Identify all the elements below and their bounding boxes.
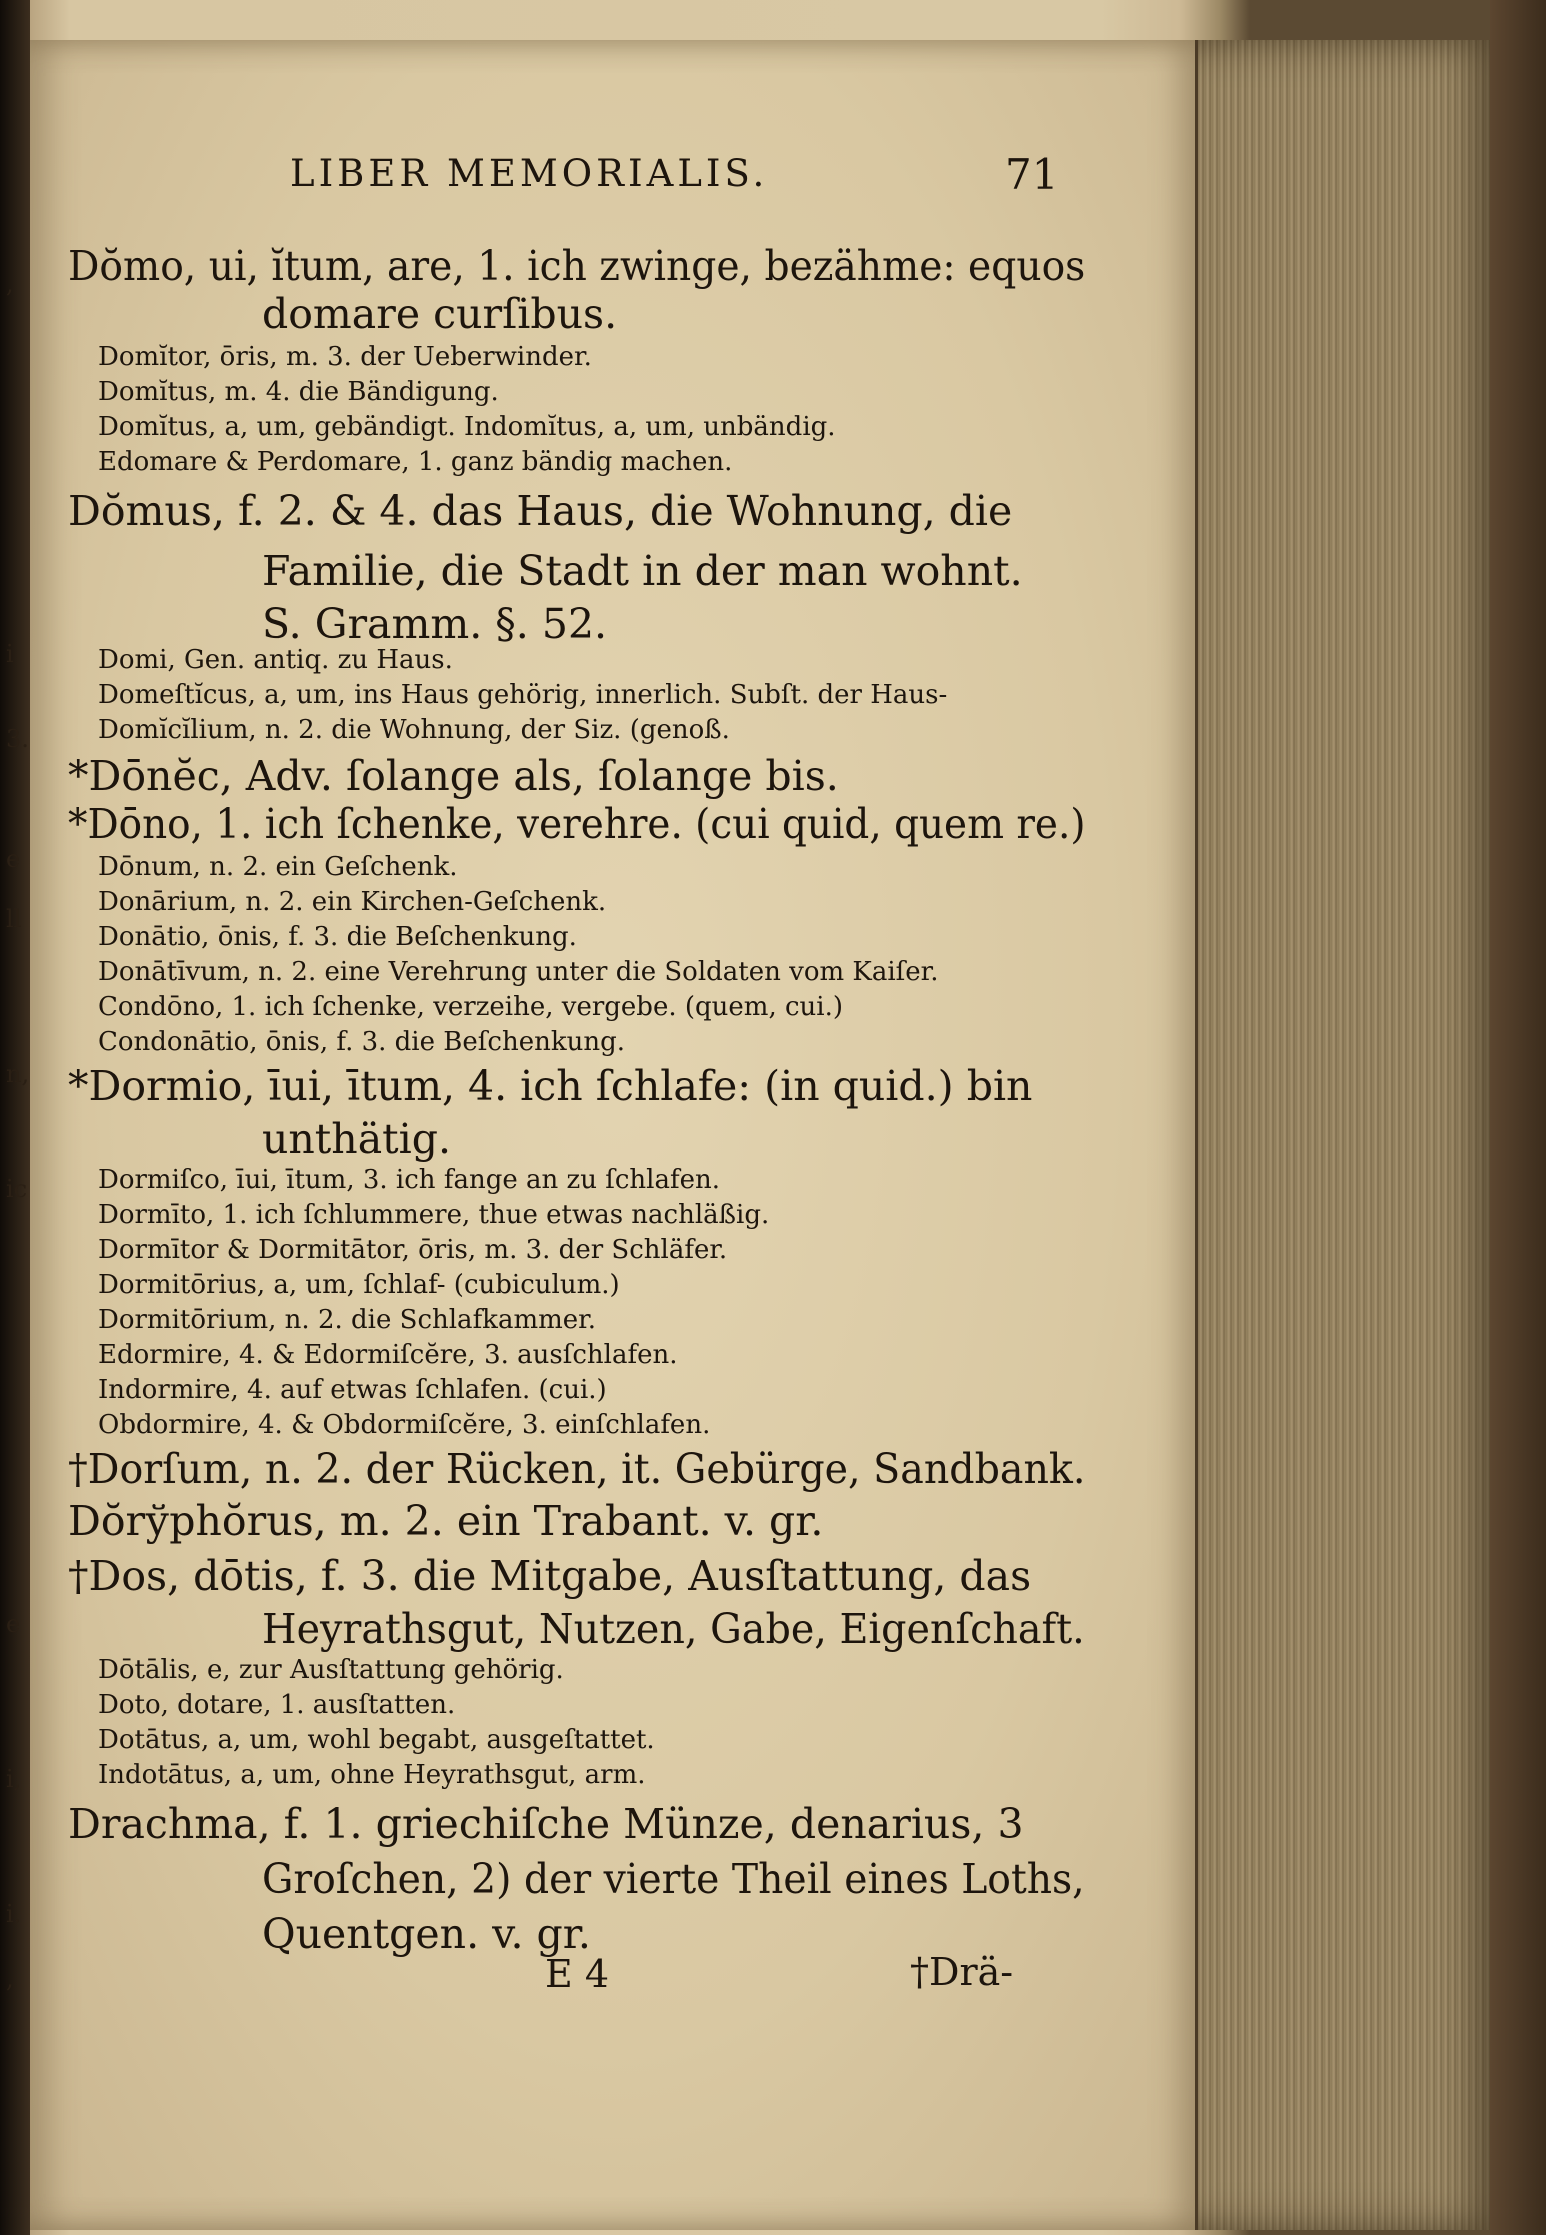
entry-line: Donātīvum, n. 2. eine Verehrung unter die Soldaten vom Kaiſer. [98, 957, 939, 987]
entry-line: Dŏmo, ui, ĭtum, are, 1. ich zwinge, bezähme: equos [68, 242, 1086, 290]
running-header: LIBER MEMORIALIS. [290, 152, 769, 195]
margin-mark: ic [6, 1175, 28, 1203]
entry-line: Indotātus, a, um, ohne Heyrathsgut, arm. [98, 1760, 646, 1790]
entry-line: Domĭcĭlium, n. 2. die Wohnung, der Siz. (genoß. [98, 715, 730, 745]
entry-line: domare curſibus. [262, 290, 618, 338]
entry-line: Doto, dotare, 1. ausſtatten. [98, 1690, 456, 1720]
entry-line: Condonātio, ōnis, f. 3. die Beſchenkung. [98, 1027, 625, 1057]
entry-line: Domeſtĭcus, a, um, ins Haus gehörig, innerlich. Subſt. der Haus- [98, 680, 948, 710]
entry-line: Heyrathsgut, Nutzen, Gabe, Eigenſchaft. [262, 1605, 1085, 1653]
entry-line: Drachma, f. 1. griechiſche Münze, denarius, 3 [68, 1800, 1024, 1848]
margin-mark: i. [6, 1900, 22, 1928]
entry-line: Domĭtus, a, um, gebändigt. Indomĭtus, a, um, unbändig. [98, 412, 836, 442]
entry-line: Groſchen, 2) der vierte Theil eines Loths, [262, 1855, 1085, 1903]
entry-line: Dŏrўphŏrus, m. 2. ein Trabant. v. gr. [68, 1497, 824, 1545]
entry-line: Dŏmus, f. 2. & 4. das Haus, die Wohnung, die [68, 487, 1013, 535]
margin-mark: n, [6, 1060, 30, 1088]
entry-line: S. Gramm. §. 52. [262, 600, 608, 648]
entry-line: Dōnum, n. 2. ein Geſchenk. [98, 852, 458, 882]
margin-mark: , [6, 1965, 14, 1993]
entry-line: Edormire, 4. & Edormiſcĕre, 3. ausſchlafen. [98, 1340, 678, 1370]
entry-line: Indormire, 4. auf etwas ſchlafen. (cui.) [98, 1375, 607, 1405]
entry-line: Obdormire, 4. & Obdormiſcĕre, 3. einſchlafen. [98, 1410, 711, 1440]
entry-line: †Dos, dōtis, f. 3. die Mitgabe, Ausſtattung, das [68, 1552, 1032, 1600]
margin-mark: e [6, 845, 21, 873]
margin-mark: e [6, 1610, 21, 1638]
entry-line: Dormitōrium, n. 2. die Schlafkammer. [98, 1305, 596, 1335]
entry-line: Dotātus, a, um, wohl begabt, ausgeſtattet. [98, 1725, 655, 1755]
entry-line: Edomare & Perdomare, 1. ganz bändig machen. [98, 447, 733, 477]
margin-mark: ll [6, 905, 22, 933]
entry-line: †Dorſum, n. 2. der Rücken, it. Gebürge, Sandbank. [68, 1445, 1086, 1493]
entry-line: Dormītor & Dormitātor, ōris, m. 3. der Schläfer. [98, 1235, 728, 1265]
entry-line: Dormitōrius, a, um, ſchlaf- (cubiculum.) [98, 1270, 620, 1300]
margin-mark: i, [6, 1765, 22, 1793]
entry-line: Donātio, ōnis, f. 3. die Beſchenkung. [98, 922, 577, 952]
entry-line: Domi, Gen. antiq. zu Haus. [98, 645, 453, 675]
page-number: 71 [1005, 150, 1059, 199]
entry-line: unthätig. [262, 1115, 452, 1163]
margin-mark: , [6, 270, 14, 298]
entry-line: Familie, die Stadt in der man wohnt. [262, 547, 1023, 595]
entry-line: *Dōno, 1. ich ſchenke, verehre. (cui quid, quem re.) [68, 800, 1086, 848]
signature-mark: E 4 [545, 1952, 609, 1996]
catchword: †Drä- [910, 1950, 1014, 1994]
entry-line: Condōno, 1. ich ſchenke, verzeihe, vergebe. (quem, cui.) [98, 992, 843, 1022]
margin-mark: i [6, 640, 14, 668]
entry-line: *Dormio, īui, ītum, 4. ich ſchlafe: (in quid.) bin [68, 1062, 1033, 1110]
entry-line: Donārium, n. 2. ein Kirchen-Geſchenk. [98, 887, 607, 917]
entry-line: Quentgen. v. gr. [262, 1910, 591, 1958]
entry-line: Dōtālis, e, zur Ausſtattung gehörig. [98, 1655, 564, 1685]
entry-line: Dormīto, 1. ich ſchlummere, thue etwas nachläßig. [98, 1200, 770, 1230]
entry-line: *Dōnĕc, Adv. ſolange als, ſolange bis. [68, 752, 839, 800]
entry-line: Domĭtus, m. 4. die Bändigung. [98, 377, 499, 407]
entry-line: Domĭtor, ōris, m. 3. der Ueberwinder. [98, 342, 592, 372]
entry-line: Dormiſco, īui, ītum, 3. ich fange an zu ſchlafen. [98, 1165, 720, 1195]
margin-mark: 3. [6, 725, 29, 753]
